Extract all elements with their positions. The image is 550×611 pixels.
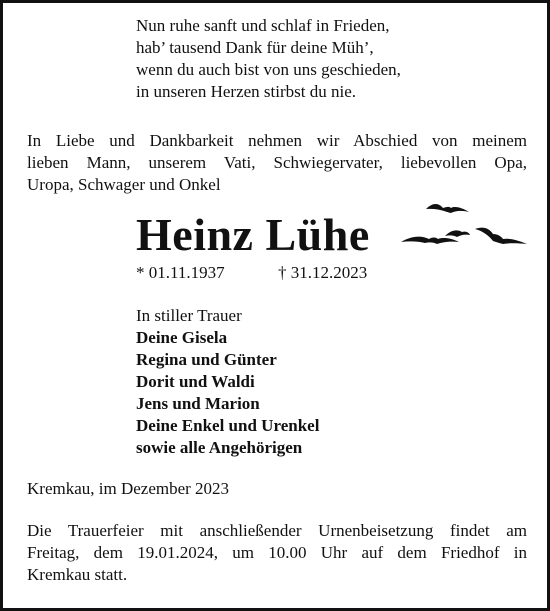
- farewell-text: [27, 130, 527, 196]
- funeral-line: Die Trauerfeier mit anschließender Urnenbeisetzung findet am: [27, 521, 527, 540]
- farewell-line: In Liebe und Dankbarkeit nehmen wir Abschied von meinem: [27, 131, 527, 150]
- funeral-line: Kremkau statt.: [27, 565, 128, 584]
- mourner-name: Deine Enkel und Urenkel: [136, 416, 320, 435]
- funeral-info: [27, 520, 527, 586]
- memorial-poem: [136, 15, 401, 103]
- mourner-name: Jens und Marion: [136, 394, 260, 413]
- place-and-date: Kremkau, im Dezember 2023: [27, 479, 230, 498]
- mourner-name: Deine Gisela: [136, 328, 228, 347]
- flying-birds-icon: [399, 198, 531, 258]
- funeral-line: Freitag, dem 19.01.2024, um 10.00 Uhr auf dem Friedhof in: [27, 543, 527, 562]
- mourner-name: Regina und Günter: [136, 350, 277, 369]
- poem-line: wenn du auch bist von uns geschieden,: [136, 60, 401, 79]
- farewell-line: lieben Mann, unserem Vati, Schwiegervater, liebevollen Opa,: [27, 153, 527, 172]
- mourner-name: sowie alle Angehörigen: [136, 438, 303, 457]
- poem-line: in unseren Herzen stirbst du nie.: [136, 82, 356, 101]
- life-dates: [136, 262, 368, 284]
- death-date: † 31.12.2023: [278, 263, 368, 282]
- poem-line: hab’ tausend Dank für deine Müh’,: [136, 38, 374, 57]
- mourning-intro: In stiller Trauer: [136, 306, 242, 325]
- poem-line: Nun ruhe sanft und schlaf in Frieden,: [136, 16, 390, 35]
- farewell-line: Uropa, Schwager und Onkel: [27, 175, 221, 194]
- birth-date: * 01.11.1937: [136, 263, 225, 282]
- mourners-list: [136, 305, 319, 459]
- mourner-name: Dorit und Waldi: [136, 372, 255, 391]
- deceased-name: Heinz Lühe: [136, 209, 370, 260]
